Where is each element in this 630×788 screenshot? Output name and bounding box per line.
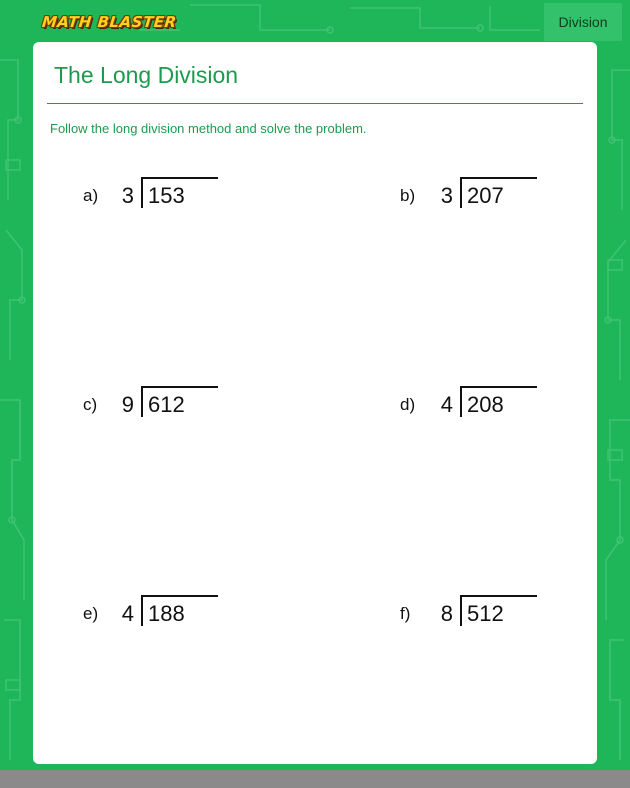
division-bar: [460, 386, 537, 388]
bottom-strip: [0, 770, 630, 788]
problem-divisor: 3: [440, 183, 453, 208]
division-bar: [141, 386, 218, 388]
problem-divisor: 4: [440, 392, 453, 417]
problem-divisor: 8: [440, 601, 453, 626]
problem-label: f): [400, 604, 411, 623]
problem-dividend: 512: [467, 601, 504, 626]
division-bracket: [141, 177, 143, 208]
problem-c: [83, 386, 283, 426]
problem-divisor: 3: [121, 183, 134, 208]
problem-label: a): [83, 186, 99, 205]
worksheet-title: The Long Division: [54, 62, 239, 88]
division-bracket: [460, 595, 462, 626]
division-bracket: [141, 595, 143, 626]
subject-label: Division: [558, 14, 608, 30]
problem-divisor: 4: [121, 601, 134, 626]
problem-divisor: 9: [121, 392, 134, 417]
logo-text: MATH BLASTER: [41, 13, 178, 31]
problem-label: c): [83, 395, 98, 414]
problem-dividend: 208: [467, 392, 504, 417]
problem-a: [83, 177, 283, 217]
problem-dividend: 207: [467, 183, 504, 208]
division-bar: [141, 595, 218, 597]
subject-tag: [544, 3, 622, 41]
problem-label: e): [83, 604, 99, 623]
division-bar: [460, 177, 537, 179]
division-bracket: [141, 386, 143, 417]
problem-b: [400, 177, 600, 217]
problem-e: [83, 595, 283, 635]
problem-label: d): [400, 395, 416, 414]
problem-dividend: 612: [148, 392, 185, 417]
division-bracket: [460, 386, 462, 417]
problem-f: [400, 595, 600, 635]
worksheet-instructions: Follow the long division method and solve the problem.: [50, 121, 367, 136]
problem-label: b): [400, 186, 416, 205]
math-blaster-logo: [35, 11, 184, 33]
problem-d: [400, 386, 600, 426]
title-divider: [47, 103, 583, 104]
problem-dividend: 153: [148, 183, 185, 208]
division-bracket: [460, 177, 462, 208]
division-bar: [460, 595, 537, 597]
worksheet-card: [33, 42, 597, 764]
division-bar: [141, 177, 218, 179]
problem-dividend: 188: [148, 601, 185, 626]
